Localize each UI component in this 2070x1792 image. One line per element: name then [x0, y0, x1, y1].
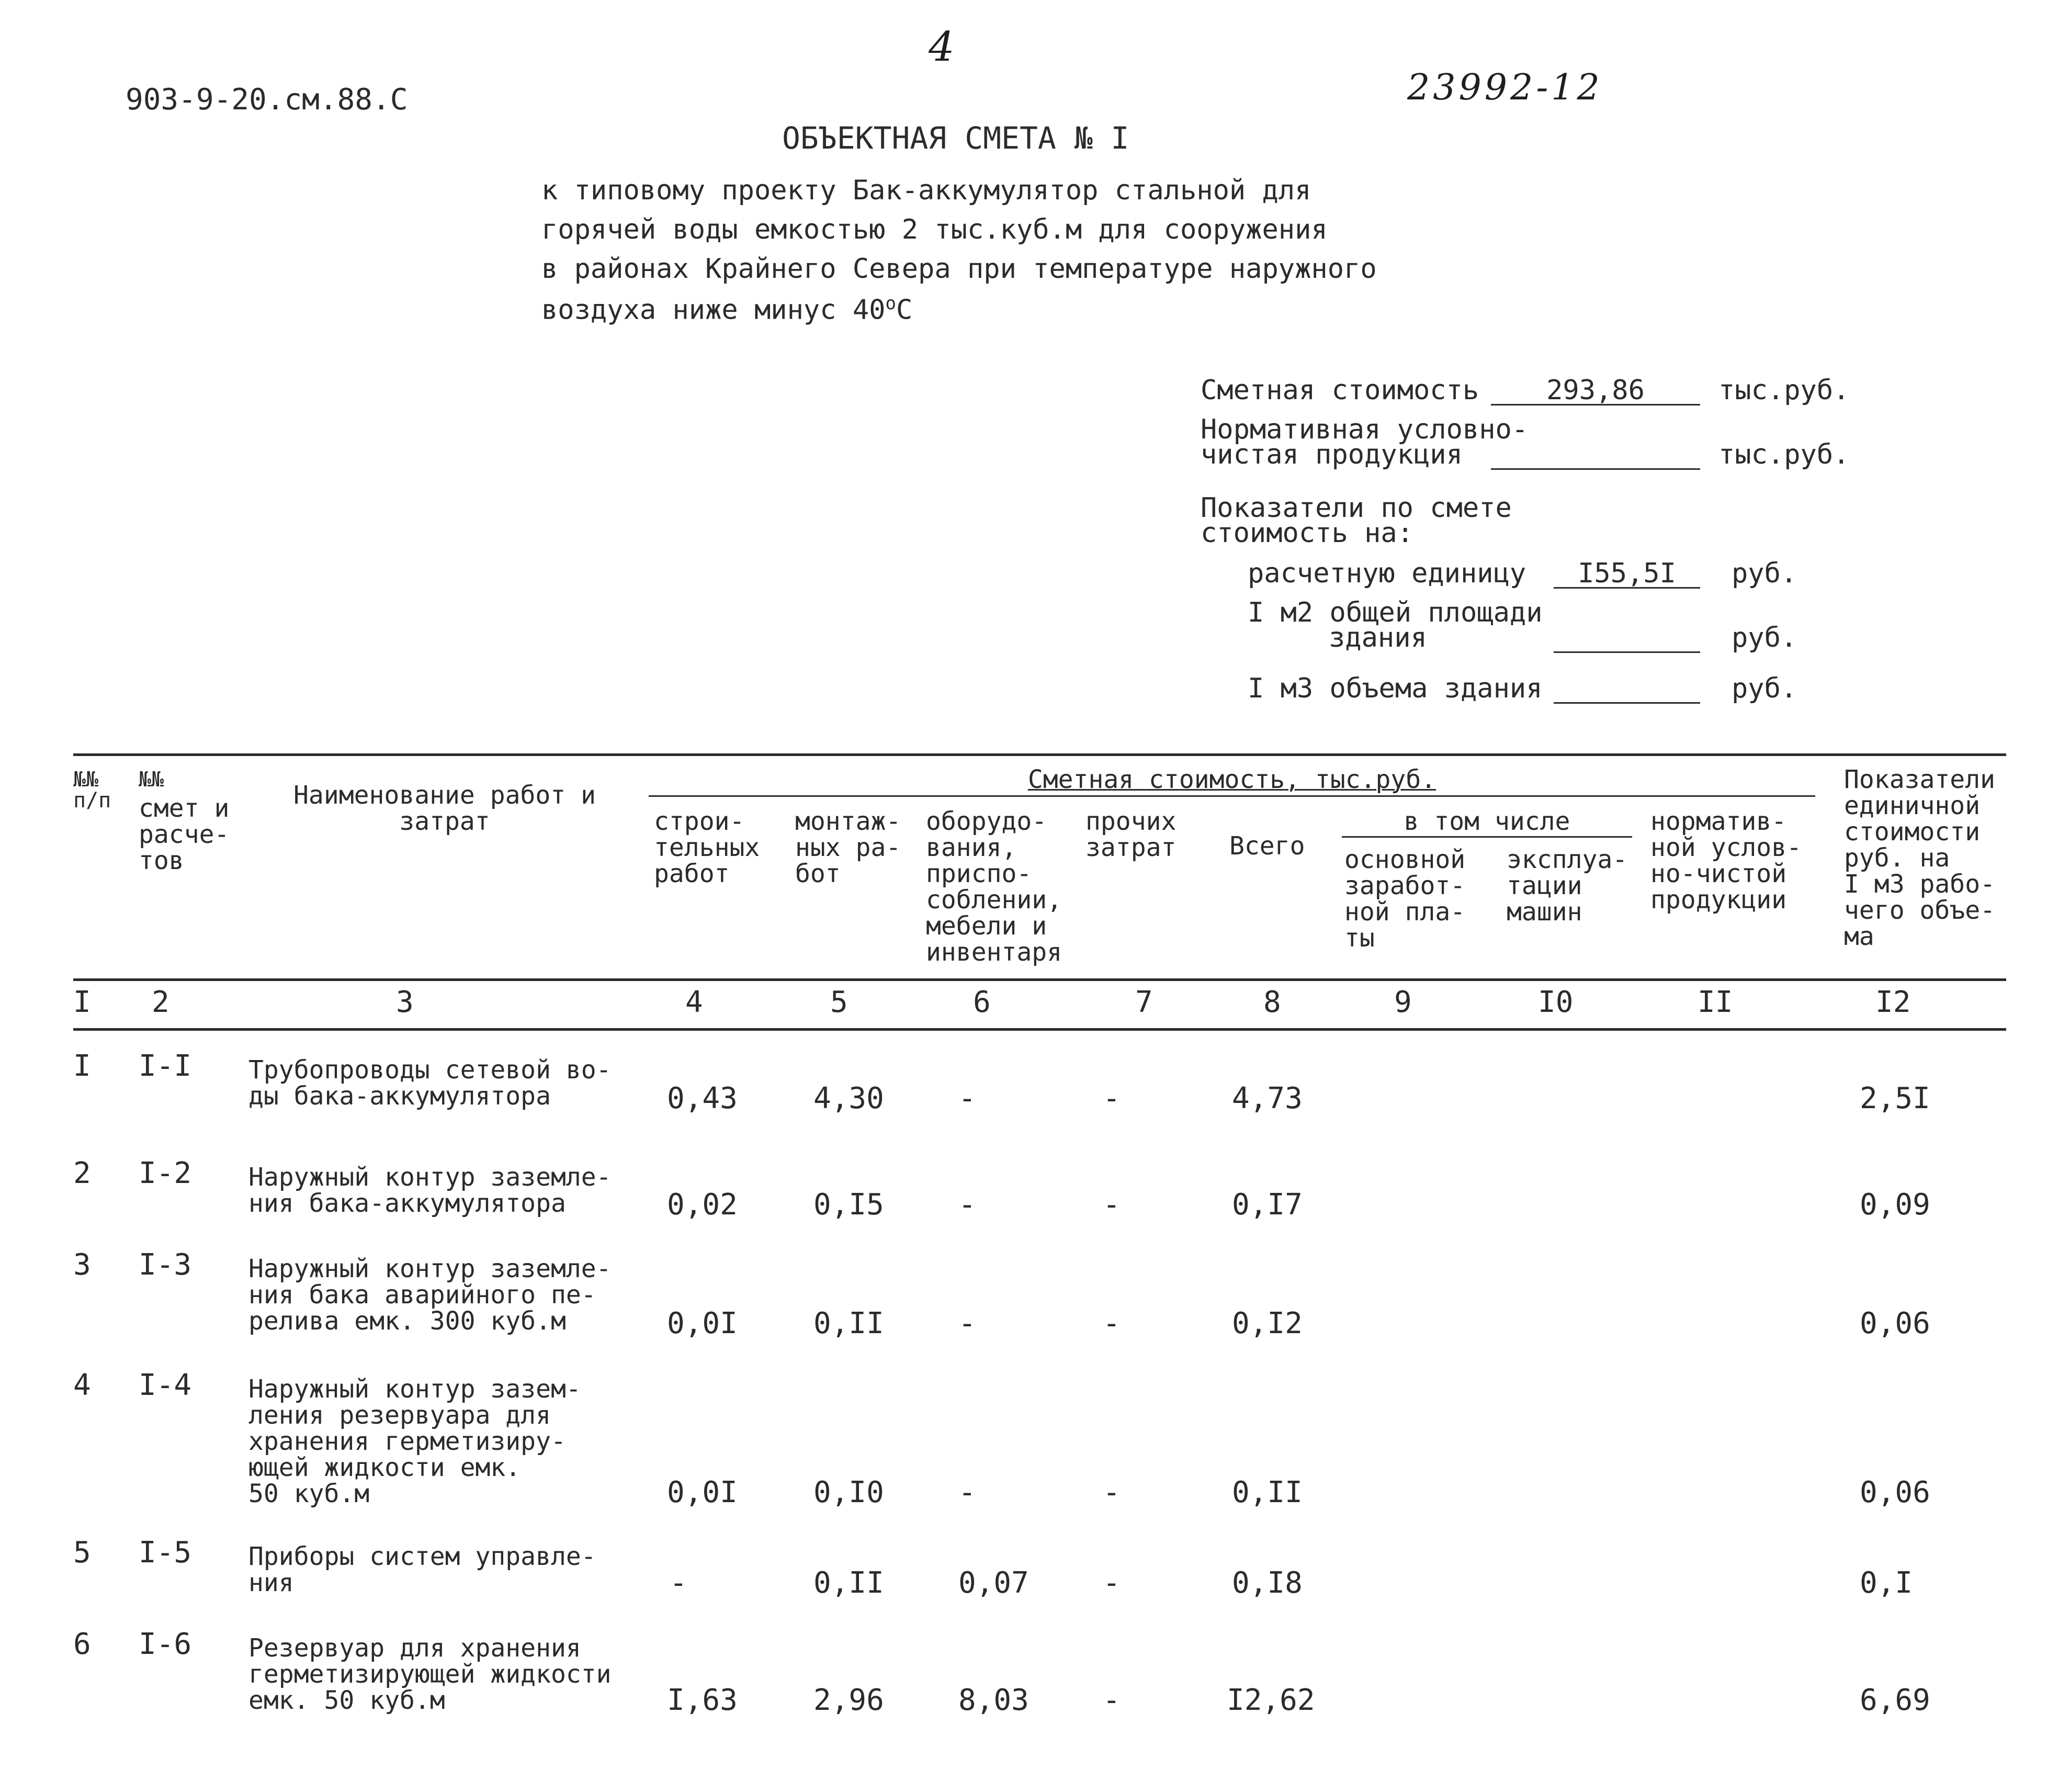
- row-mounting: 0,I0: [813, 1475, 884, 1509]
- row-other: -: [1103, 1081, 1121, 1115]
- row-equipment: -: [958, 1306, 976, 1340]
- row-number: 6: [73, 1627, 91, 1661]
- subtitle-line-4: [541, 293, 913, 326]
- unit-cost-value: I55,5I: [1554, 560, 1700, 589]
- row-equipment: -: [958, 1475, 976, 1509]
- row-name: Наружный контур заземле- ния бака-аккумулятора: [248, 1163, 612, 1218]
- numbers-bottom-rule: [73, 1028, 2006, 1031]
- m2-label-2: здания: [1329, 622, 1427, 653]
- header-estimate-number: смет и расче- тов: [139, 794, 230, 875]
- row-number: 4: [73, 1368, 91, 1402]
- row-code: I-I: [139, 1049, 192, 1083]
- row-indicator: 0,06: [1860, 1306, 1930, 1340]
- row-building: 0,02: [667, 1188, 738, 1222]
- row-equipment: 8,03: [958, 1683, 1029, 1717]
- row-equipment: -: [958, 1188, 976, 1222]
- row-name: Резервуар для хранения герметизирующей жидкости емк. 50 куб.м: [248, 1633, 612, 1715]
- document-title: ОБЪЕКТНАЯ СМЕТА № I: [782, 120, 1129, 156]
- m2-unit: руб.: [1732, 622, 1797, 653]
- row-name: Наружный контур заземле- ния бака аварийного пе- релива емк. 300 куб.м: [248, 1254, 612, 1336]
- indicators-label-2: стоимость на:: [1201, 517, 1413, 549]
- column-number: 5: [830, 985, 848, 1019]
- row-other: -: [1103, 1306, 1121, 1340]
- column-number: I0: [1538, 985, 1574, 1019]
- row-building: 0,43: [667, 1081, 738, 1115]
- m3-value: [1554, 675, 1700, 704]
- row-other: -: [1103, 1188, 1121, 1222]
- archive-number: 23992-12: [1407, 67, 1603, 108]
- row-code: I-4: [139, 1368, 192, 1402]
- subtitle-line-3: в районах Крайнего Севера при температуре наружного: [541, 253, 1377, 285]
- unit-cost-label: расчетную единицу: [1248, 558, 1526, 589]
- column-number: I2: [1875, 985, 1911, 1019]
- row-indicator: 0,09: [1860, 1188, 1930, 1222]
- row-total: 0,I2: [1232, 1306, 1303, 1340]
- m3-unit: руб.: [1732, 673, 1797, 704]
- subtitle-line-1: к типовому проекту Бак-аккумулятор стальной для: [541, 175, 1311, 206]
- row-total: 0,II: [1232, 1475, 1303, 1509]
- row-total: 0,I8: [1232, 1566, 1303, 1600]
- header-machine-operation: эксплуа- тации машин: [1507, 845, 1628, 927]
- row-number: 3: [73, 1248, 91, 1282]
- row-code: I-5: [139, 1536, 192, 1570]
- header-including: в том числе: [1404, 807, 1570, 836]
- unit-cost-unit: руб.: [1732, 558, 1797, 589]
- header-normative-output: норматив- ной услов- но-чистой продукции: [1650, 807, 1802, 915]
- row-indicator: 6,69: [1860, 1683, 1930, 1717]
- row-code: I-6: [139, 1627, 192, 1661]
- column-number: I: [73, 985, 91, 1019]
- header-estimate-marks: №№: [139, 768, 164, 792]
- row-indicator: 0,06: [1860, 1475, 1930, 1509]
- row-total: I2,62: [1227, 1683, 1315, 1717]
- column-number: 9: [1394, 985, 1412, 1019]
- row-code: I-2: [139, 1156, 192, 1190]
- cost-value: 293,86: [1491, 377, 1700, 405]
- row-name: Приборы систем управле- ния: [248, 1542, 596, 1597]
- header-base-wage: основной заработ- ной пла- ты: [1344, 845, 1466, 953]
- column-number: 7: [1135, 985, 1153, 1019]
- row-name: Трубопроводы сетевой во- ды бака-аккумулятора: [248, 1055, 612, 1111]
- cost-label: Сметная стоимость: [1201, 375, 1479, 406]
- row-building: I,63: [667, 1683, 738, 1717]
- row-name: Наружный контур зазем- ления резервуара для хранения герметизиру- ющей жидкости емк. 50 куб.м: [248, 1374, 581, 1508]
- degree-sign: о: [885, 293, 896, 314]
- row-mounting: 0,II: [813, 1306, 884, 1340]
- doc-code: 903-9-20.см.88.С: [126, 83, 408, 117]
- row-indicator: 2,5I: [1860, 1081, 1930, 1115]
- header-name: Наименование работ и затрат: [293, 781, 596, 836]
- row-building: 0,0I: [667, 1306, 738, 1340]
- row-mounting: 4,30: [813, 1081, 884, 1115]
- table-top-rule: [73, 753, 2006, 756]
- header-mounting-works: монтаж- ных ра- бот: [795, 807, 901, 888]
- column-number: 3: [396, 985, 414, 1019]
- subtitle-text: воздуха ниже минус 40: [541, 294, 886, 326]
- including-rule: [1342, 836, 1632, 838]
- column-number: II: [1698, 985, 1733, 1019]
- norm-label-1: Нормативная условно-: [1201, 414, 1529, 445]
- row-total: 0,I7: [1232, 1188, 1303, 1222]
- cost-unit: тыс.руб.: [1718, 375, 1850, 406]
- group-cost-rule: [649, 795, 1815, 797]
- row-other: -: [1103, 1475, 1121, 1509]
- header-equipment: оборудо- вания, приспо- соблении, мебели и инвентаря: [926, 807, 1062, 967]
- subtitle-unit: С: [896, 294, 913, 326]
- header-other-costs: прочих затрат: [1085, 807, 1177, 862]
- column-number: 8: [1263, 985, 1281, 1019]
- row-total: 4,73: [1232, 1081, 1303, 1115]
- row-mounting: 0,I5: [813, 1188, 884, 1222]
- header-building-works: строи- тельных работ: [654, 807, 760, 888]
- header-total: Всего: [1229, 831, 1305, 861]
- row-building: -: [670, 1566, 687, 1600]
- column-number: 2: [152, 985, 169, 1019]
- norm-unit: тыс.руб.: [1718, 439, 1850, 470]
- norm-value: [1491, 441, 1700, 470]
- header-row-number: №№ п/п: [73, 768, 111, 813]
- column-number: 6: [973, 985, 991, 1019]
- row-number: 5: [73, 1536, 91, 1570]
- row-equipment: 0,07: [958, 1566, 1029, 1600]
- row-building: 0,0I: [667, 1475, 738, 1509]
- row-number: I: [73, 1049, 91, 1083]
- subtitle-line-2: горячей воды емкостью 2 тыс.куб.м для сооружения: [541, 214, 1328, 245]
- indicators-label-1: Показатели по смете: [1201, 492, 1512, 524]
- header-group-cost: Сметная стоимость, тыс.руб.: [1027, 765, 1436, 794]
- column-number: 4: [685, 985, 703, 1019]
- header-unit-indicators: Показатели единичной стоимости руб. на I м3 рабо- чего объе- ма: [1844, 765, 1995, 951]
- row-equipment: -: [958, 1081, 976, 1115]
- row-number: 2: [73, 1156, 91, 1190]
- norm-label-2: чистая продукция: [1201, 439, 1463, 470]
- page-number: 4: [929, 24, 955, 71]
- row-other: -: [1103, 1683, 1121, 1717]
- row-other: -: [1103, 1566, 1121, 1600]
- row-mounting: 2,96: [813, 1683, 884, 1717]
- row-mounting: 0,II: [813, 1566, 884, 1600]
- m2-label-1: I м2 общей площади: [1248, 597, 1543, 628]
- m3-label: I м3 объема здания: [1248, 673, 1543, 704]
- row-indicator: 0,I: [1860, 1566, 1913, 1600]
- header-bottom-rule: [73, 978, 2006, 981]
- m2-value: [1554, 624, 1700, 653]
- row-code: I-3: [139, 1248, 192, 1282]
